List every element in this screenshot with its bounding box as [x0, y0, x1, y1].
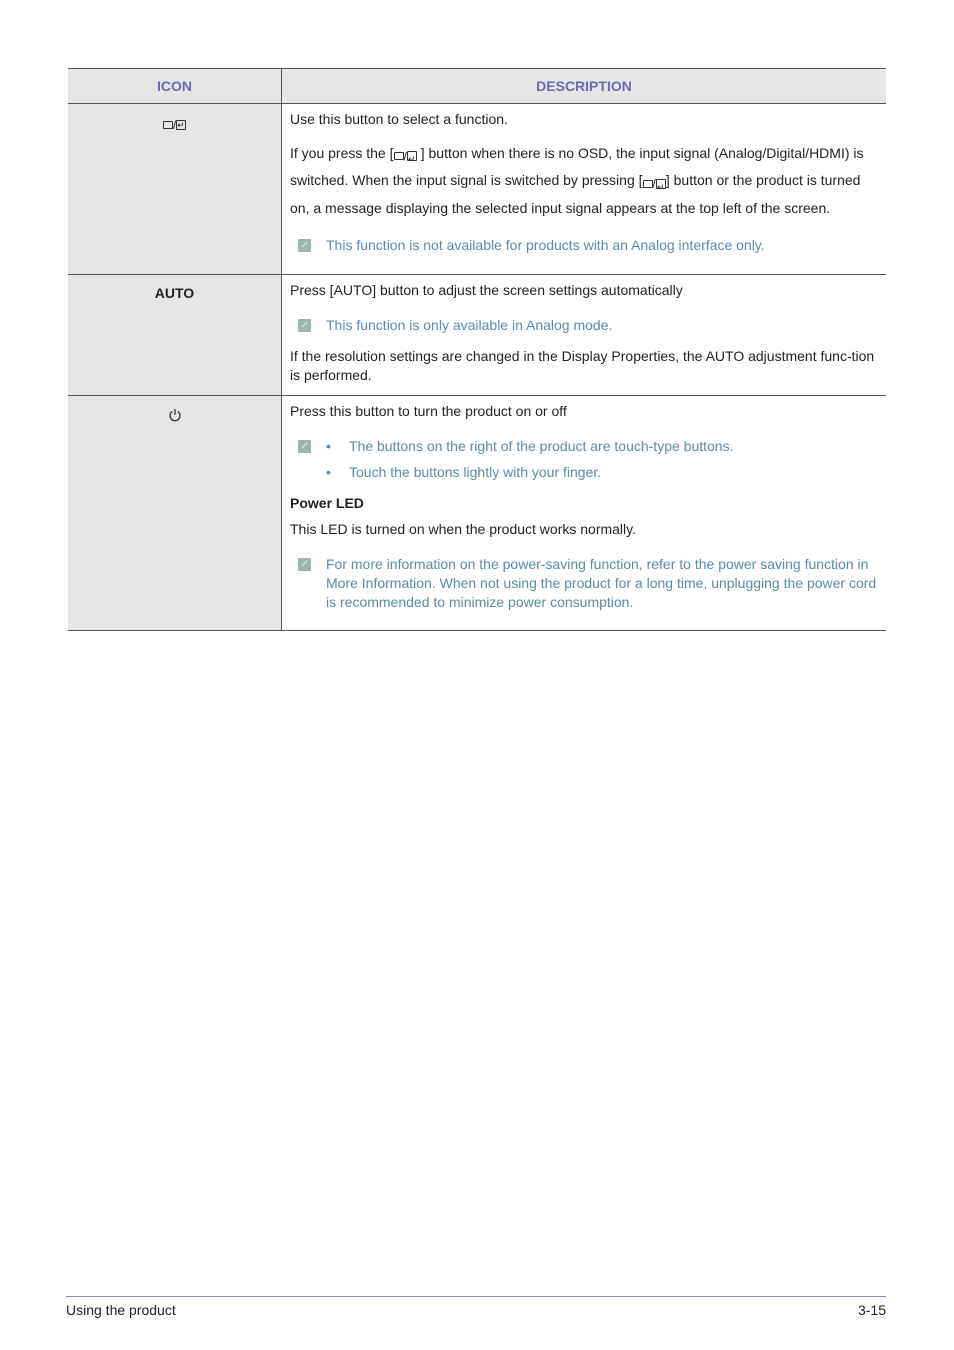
- table-row: [68, 104, 886, 275]
- header-icon: ICON: [68, 69, 282, 104]
- description-text: If you press the [ /↵ ] button when there is no OSD, the input signal (Analog/Digital/HDMI) is switched. When the input signal is switched by pressing [ /↵ ] button or the product is turned on, a message displaying the selected input signal appears at the top left of the screen.: [290, 141, 878, 220]
- button-description-table: [68, 68, 886, 631]
- section-heading: Power LED: [290, 495, 364, 511]
- note-text: This function is only available in Analog mode.: [326, 317, 613, 333]
- note-icon: [298, 319, 311, 332]
- icon-cell: [68, 104, 282, 275]
- description-text: If the resolution settings are changed in the Display Properties, the AUTO adjustment func-tion is performed.: [290, 348, 875, 383]
- table-header-row: [68, 69, 886, 104]
- note: [290, 437, 878, 482]
- table-row: [68, 396, 886, 631]
- note-text: This function is not available for products with an Analog interface only.: [326, 236, 765, 253]
- note-icon: [298, 239, 311, 252]
- source-enter-icon: /↵: [394, 143, 417, 168]
- page-number: 3-15: [857, 1302, 886, 1318]
- note: [290, 555, 878, 612]
- note-icon: [298, 440, 311, 453]
- description-text: Press this button to turn the product on or off: [290, 403, 567, 419]
- note: [290, 236, 878, 255]
- note-list: [326, 437, 878, 482]
- icon-cell: [68, 396, 282, 631]
- description-text: Press [AUTO] button to adjust the screen settings automatically: [290, 282, 683, 298]
- power-icon: [168, 407, 182, 428]
- description-text: Use this button to select a function.: [290, 111, 508, 127]
- page-footer: [66, 1296, 886, 1318]
- source-enter-icon: /↵: [643, 170, 666, 195]
- note-list-item: • The buttons on the right of the product are touch-type buttons.: [326, 437, 878, 456]
- table-row: [68, 275, 886, 396]
- header-description: DESCRIPTION: [282, 69, 887, 104]
- icon-cell: [68, 275, 282, 396]
- source-enter-icon: /↵: [163, 115, 186, 135]
- footer-section: Using the product: [66, 1302, 176, 1318]
- auto-label: AUTO: [154, 285, 195, 301]
- description-cell: [282, 396, 887, 631]
- note-list-item: • Touch the buttons lightly with your finger.: [326, 463, 878, 482]
- description-text: This LED is turned on when the product works normally.: [290, 521, 637, 537]
- note: [290, 316, 878, 335]
- description-cell: [282, 104, 887, 275]
- note-icon: [298, 558, 311, 571]
- description-cell: [282, 275, 887, 396]
- note-text: For more information on the power-saving function, refer to the power saving function in More Information. When not using the product for a long time, unplugging the power cord is recommended to minimize power consumption.: [326, 556, 877, 610]
